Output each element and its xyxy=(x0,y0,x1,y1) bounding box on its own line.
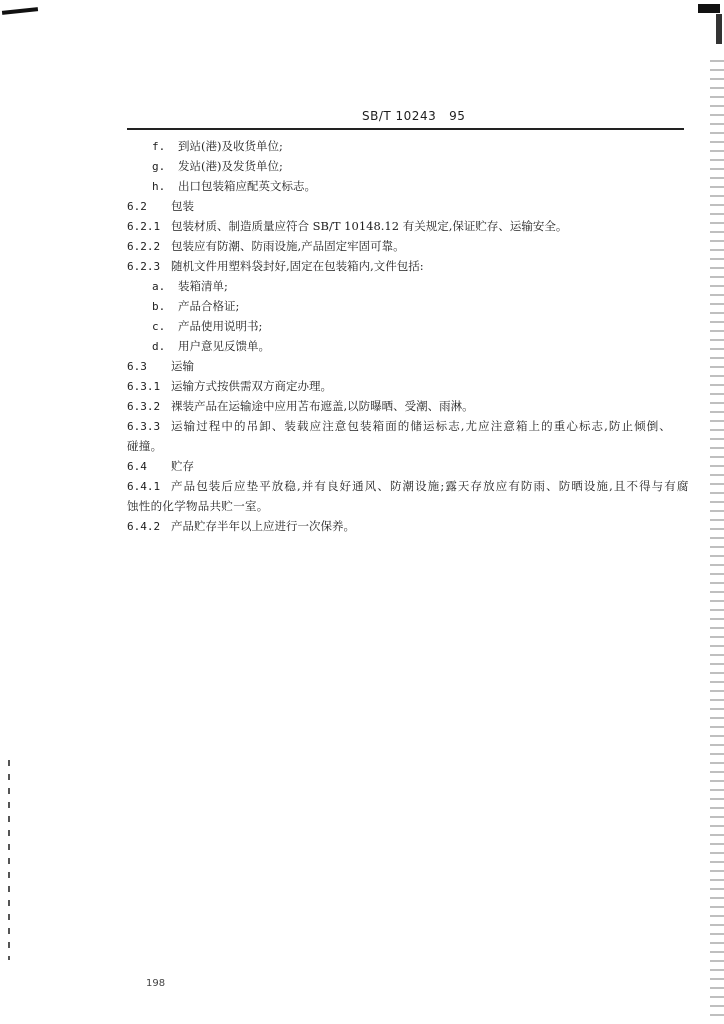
section-title: 运输 xyxy=(171,359,194,373)
scan-artifact xyxy=(2,7,38,15)
list-item-h xyxy=(152,176,316,196)
item-text: 产品合格证; xyxy=(178,299,240,313)
item-text: 产品使用说明书; xyxy=(178,319,263,333)
page-number: 198 xyxy=(146,978,166,989)
clause-6-4-2 xyxy=(127,516,355,536)
section-6-2-title xyxy=(127,196,194,216)
clause-6-2-1 xyxy=(127,216,567,236)
clause-text: 裸装产品在运输途中应用苫布遮盖,以防曝晒、受潮、雨淋。 xyxy=(171,399,474,413)
standard-number: SB/T 10243 95 xyxy=(362,109,466,123)
list-item-d xyxy=(152,336,270,356)
section-number: 6.4 xyxy=(127,460,147,473)
clause-text: 运输方式按供需双方商定办理。 xyxy=(171,379,332,393)
clause-text-continued: 蚀性的化学物品共贮一室。 xyxy=(127,499,269,513)
item-text: 用户意见反馈单。 xyxy=(178,339,270,353)
clause-6-2-3 xyxy=(127,256,424,276)
clause-number: 6.3.3 xyxy=(127,420,161,433)
clause-number: 6.2.3 xyxy=(127,260,161,273)
clause-6-3-2 xyxy=(127,396,474,416)
item-text: 装箱清单; xyxy=(178,279,228,293)
list-item-a xyxy=(152,276,228,296)
clause-text: 产品包装后应垫平放稳,并有良好通风、防潮设施;露天存放应有防雨、防晒设施,且不得与有腐 xyxy=(171,479,690,493)
clause-6-4-1-continuation xyxy=(127,496,269,516)
scan-artifact xyxy=(716,14,722,44)
scan-edge-left xyxy=(8,760,10,960)
list-item-b xyxy=(152,296,239,316)
item-marker: d. xyxy=(152,340,166,353)
clause-text: 随机文件用塑料袋封好,固定在包装箱内,文件包括: xyxy=(171,259,424,273)
clause-number: 6.3.2 xyxy=(127,400,161,413)
clause-number: 6.4.2 xyxy=(127,520,161,533)
list-item-f xyxy=(152,136,283,156)
clause-text: 产品贮存半年以上应进行一次保养。 xyxy=(171,519,355,533)
running-header xyxy=(0,106,724,130)
item-text: 出口包装箱应配英文标志。 xyxy=(178,179,316,193)
list-item-g xyxy=(152,156,283,176)
item-marker: a. xyxy=(152,280,166,293)
clause-6-2-2 xyxy=(127,236,405,256)
item-marker: h. xyxy=(152,180,166,193)
clause-text: 包装应有防潮、防雨设施,产品固定牢固可靠。 xyxy=(171,239,405,253)
scan-artifact xyxy=(698,4,720,13)
clause-6-3-1 xyxy=(127,376,332,396)
clause-number: 6.2.1 xyxy=(127,220,161,233)
clause-text: 包装材质、制造质量应符合 SB/T 10148.12 有关规定,保证贮存、运输安全。 xyxy=(171,219,568,233)
scan-edge-right xyxy=(710,60,724,1020)
clause-6-4-1 xyxy=(127,476,689,496)
clause-number: 6.2.2 xyxy=(127,240,161,253)
section-title: 包装 xyxy=(171,199,194,213)
clause-6-3-3 xyxy=(127,416,672,436)
clause-text-continued: 碰撞。 xyxy=(127,439,163,453)
section-number: 6.2 xyxy=(127,200,147,213)
section-number: 6.3 xyxy=(127,360,147,373)
section-title: 贮存 xyxy=(171,459,194,473)
clause-number: 6.3.1 xyxy=(127,380,161,393)
section-6-4-title xyxy=(127,456,194,476)
section-6-3-title xyxy=(127,356,194,376)
clause-text: 运输过程中的吊卸、装载应注意包装箱面的储运标志,尤应注意箱上的重心标志,防止倾倒、 xyxy=(171,419,672,433)
item-text: 发站(港)及发货单位; xyxy=(178,159,283,173)
item-marker: b. xyxy=(152,300,166,313)
header-rule xyxy=(127,128,684,130)
item-marker: f. xyxy=(152,140,166,153)
item-marker: c. xyxy=(152,320,166,333)
clause-6-3-3-continuation xyxy=(127,436,162,456)
clause-number: 6.4.1 xyxy=(127,480,161,493)
item-text: 到站(港)及收货单位; xyxy=(178,139,283,153)
list-item-c xyxy=(152,316,262,336)
item-marker: g. xyxy=(152,160,166,173)
